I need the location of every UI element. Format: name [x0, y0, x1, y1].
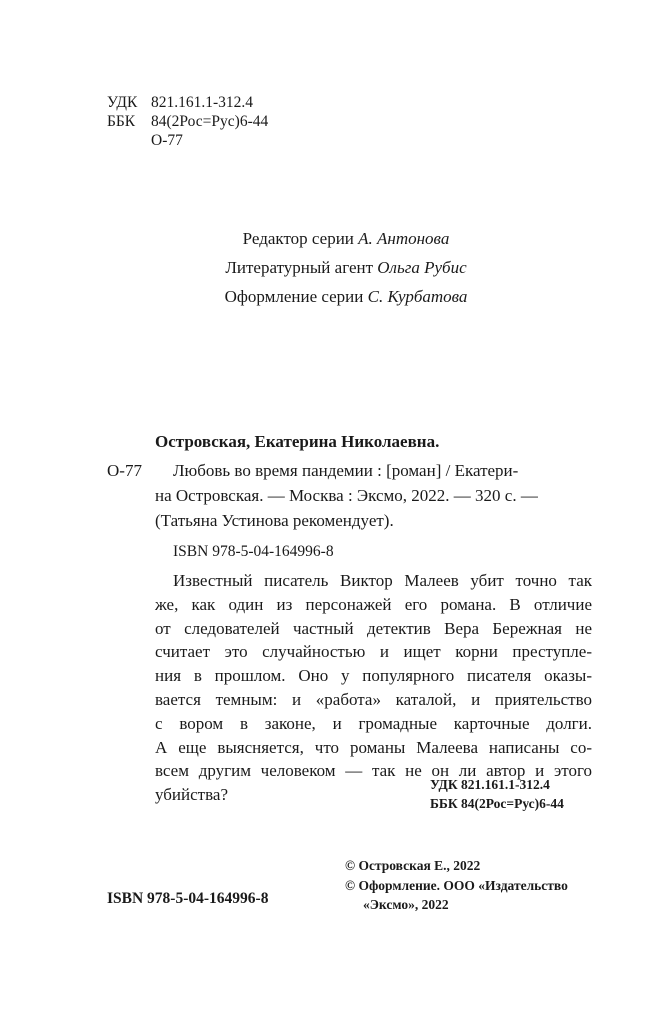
annotation-line: Известный писатель Виктор Малеев убит точно так	[173, 571, 592, 590]
annotation-line: вается темным: и «работа» каталой, и приятельство	[155, 689, 592, 709]
annotation	[155, 569, 592, 807]
udk-row	[107, 93, 268, 112]
annotation-line: всем другим человеком — так не он ли автор и этого	[155, 761, 592, 781]
copyright-block	[345, 856, 568, 915]
annotation-line: от следователей частный детектив Вера Бережная не	[155, 618, 592, 638]
credit-design	[0, 282, 662, 311]
credit-agent	[0, 253, 662, 282]
footer-udk: УДК 821.161.1-312.4	[430, 777, 550, 792]
annotation-line: А еще выясняется, что романы Малеева написаны со-	[155, 737, 592, 757]
credit-editor	[0, 224, 662, 253]
credit-name: С. Курбатова	[367, 287, 468, 306]
footer-codes	[430, 775, 564, 813]
udk-label: УДК	[107, 94, 138, 111]
title-line-3: (Татьяна Устинова рекомендует).	[155, 511, 394, 530]
record-isbn: ISBN 978-5-04-164996-8	[173, 543, 334, 560]
author-heading: Островская, Екатерина Николаевна.	[155, 432, 440, 451]
annotation-line: с вором в законе, и громадные карточные долги.	[155, 713, 592, 733]
title-line-1: Любовь во время пандемии : [роман] / Екатери-	[173, 461, 519, 480]
record-author-mark: О-77	[107, 461, 142, 480]
credit-role: Оформление серии	[224, 287, 364, 306]
header-author-mark: О-77	[151, 132, 183, 149]
bbk-label: ББК	[107, 113, 136, 130]
annotation-line: считает это случайностью и ищет корни преступле-	[155, 642, 592, 662]
annotation-line: убийства?	[155, 785, 228, 805]
udk-value: 821.161.1-312.4	[151, 94, 254, 111]
author-mark-row	[107, 131, 268, 150]
title-line-2: на Островская. — Москва : Эксмо, 2022. — 320 с. —	[155, 486, 538, 505]
credit-role: Редактор серии	[242, 229, 354, 248]
bbk-row	[107, 112, 268, 131]
copyright-design-cont: «Эксмо», 2022	[363, 897, 449, 912]
copyright-author: © Островская Е., 2022	[345, 858, 481, 873]
footer-isbn: ISBN 978-5-04-164996-8	[107, 890, 269, 907]
series-credits	[0, 224, 662, 311]
annotation-line: ния в прошлом. Оно у популярного писателя оказы-	[155, 666, 592, 686]
credit-name: Ольга Рубис	[377, 258, 467, 277]
copyright-design: © Оформление. ООО «Издательство	[345, 877, 568, 893]
classification-codes	[107, 93, 268, 150]
credit-name: А. Антонова	[358, 229, 450, 248]
annotation-line: же, как один из персонажей его романа. В отличие	[155, 594, 592, 614]
credit-role: Литературный агент	[225, 258, 374, 277]
bbk-value: 84(2Рос=Рус)6-44	[151, 113, 269, 130]
footer-bbk: ББК 84(2Рос=Рус)6-44	[430, 796, 564, 811]
